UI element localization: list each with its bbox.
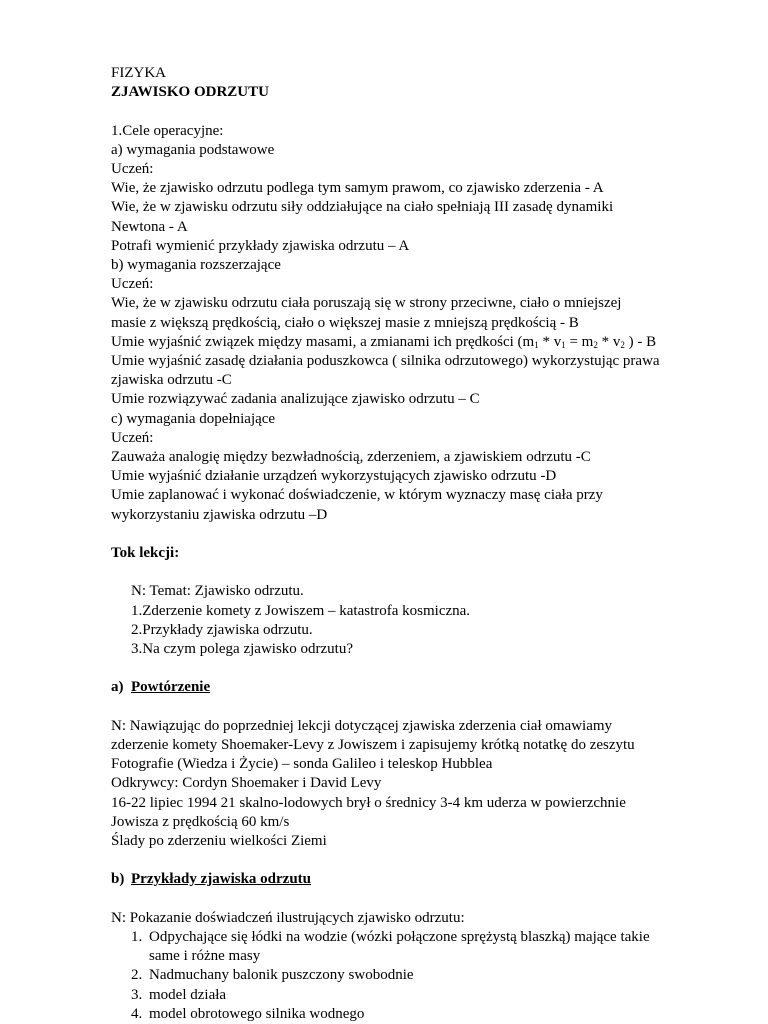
cele-c-item: wykorzystaniu zjawiska odrzutu –D: [111, 506, 328, 523]
list-item-text: model obrotowego silnika wodnego: [149, 1005, 365, 1022]
przyklady-intro: N: Pokazanie doświadczeń ilustrujących zjawisko odrzutu:: [111, 909, 465, 926]
tok-heading: Tok lekcji:: [111, 545, 180, 562]
powtorzenie-line: Ślady po zderzeniu wielkości Ziemi: [111, 833, 327, 850]
cele-b-heading: b) wymagania rozszerzające: [111, 257, 281, 274]
spacer: [111, 563, 711, 582]
list-item: [111, 986, 711, 1005]
cele-b-uczen: Uczeń:: [111, 276, 154, 293]
cele-b-item: Wie, że w zjawisku odrzutu ciała poruszają się w strony przeciwne, ciało o mniejszej: [111, 295, 622, 312]
powtorzenie-line: 16-22 lipiec 1994 21 skalno-lodowych brył o średnicy 3-4 km uderza w powierzchnie: [111, 794, 626, 811]
powtorzenie-heading: a) Powtórzenie: [111, 679, 211, 696]
spacer: [111, 525, 711, 544]
cele-a-uczen: Uczeń:: [111, 161, 154, 177]
cele-c-item: Zauważa analogię między bezwładnością, zderzeniem, a zjawiskiem odrzutu -C: [111, 449, 591, 466]
powtorzenie-line: Fotografie (Wiedza i Życie) – sonda Galileo i teleskop Hubblea: [111, 756, 493, 773]
list-item-text: Nadmuchany balonik puszczony swobodnie: [149, 967, 414, 984]
list-item: [111, 966, 711, 985]
cele-b-item: zjawiska odrzutu -C: [111, 372, 232, 389]
list-item-text: same i różne masy: [149, 948, 261, 965]
cele-a-item: Newtona - A: [111, 218, 188, 235]
list-item: [111, 1005, 711, 1024]
list-item-text: Odpychające się łódki na wodzie (wózki połączone sprężystą blaszką) mające takie: [149, 929, 650, 946]
subject-label: FIZYKA: [111, 65, 166, 81]
spacer: [111, 102, 711, 121]
list-number: 4.: [131, 1005, 143, 1022]
cele-c-item: Umie zaplanować i wykonać doświadczenie, w którym wyznaczy masę ciała przy: [111, 487, 603, 504]
spacer: [111, 659, 711, 678]
document-page: [111, 64, 711, 1024]
spacer: [111, 851, 711, 870]
cele-b-item: Umie rozwiązywać zadania analizujące zjawisko odrzutu – C: [111, 391, 480, 408]
cele-a-heading: a) wymagania podstawowe: [111, 141, 275, 158]
powtorzenie-line: N: Nawiązując do poprzedniej lekcji dotyczącej zjawiska zderzenia ciał omawiamy: [111, 717, 613, 734]
cele-c-heading: c) wymagania dopełniające: [111, 410, 276, 427]
powtorzenie-line: Jowisza z prędkością 60 km/s: [111, 813, 290, 830]
cele-a-item: Wie, że w zjawisku odrzutu siły oddziałujące na ciało spełniają III zasadę dynamiki: [111, 199, 614, 216]
powtorzenie-line: Odkrywcy: Cordyn Shoemaker i David Levy: [111, 775, 382, 792]
cele-c-uczen: Uczeń:: [111, 429, 154, 446]
tok-item: N: Temat: Zjawisko odrzutu.: [131, 583, 304, 600]
list-number: 3.: [131, 986, 143, 1003]
list-number: 1.: [131, 929, 143, 946]
przyklady-heading: b) Przykłady zjawiska odrzutu: [111, 871, 311, 888]
cele-b-item: masie z większą prędkością, ciało o większej masie z mniejszą prędkością - B: [111, 314, 579, 331]
cele-heading: 1.Cele operacyjne:: [111, 122, 224, 139]
cele-b-item: Umie wyjaśnić zasadę działania poduszkowca ( silnika odrzutowego) wykorzystując prawa: [111, 353, 660, 370]
cele-b-formula-item: Umie wyjaśnić związek między masami, a zmianami ich prędkości ($m_1 * v_1 = m_2 * v_2$ ) - B: [111, 333, 657, 350]
tok-item: 1.Zderzenie komety z Jowiszem – katastrofa kosmiczna.: [131, 602, 471, 619]
list-item: [111, 928, 711, 966]
powtorzenie-line: zderzenie komety Shoemaker-Levy z Jowiszem i zapisujemy krótką notatkę do zeszytu: [111, 737, 635, 754]
tok-item: 3.Na czym polega zjawisko odrzutu?: [131, 641, 354, 658]
list-item-text: model działa: [149, 986, 227, 1003]
spacer: [111, 890, 711, 909]
cele-a-item: Wie, że zjawisko odrzutu podlega tym samym prawom, co zjawisko zderzenia - A: [111, 180, 604, 197]
cele-c-item: Umie wyjaśnić działanie urządzeń wykorzystujących zjawisko odrzutu -D: [111, 468, 557, 485]
spacer: [111, 698, 711, 717]
list-number: 2.: [131, 967, 143, 984]
document-title: ZJAWISKO ODRZUTU: [111, 84, 269, 101]
cele-a-item: Potrafi wymienić przykłady zjawiska odrzutu – A: [111, 237, 410, 254]
tok-item: 2.Przykłady zjawiska odrzutu.: [131, 621, 313, 638]
